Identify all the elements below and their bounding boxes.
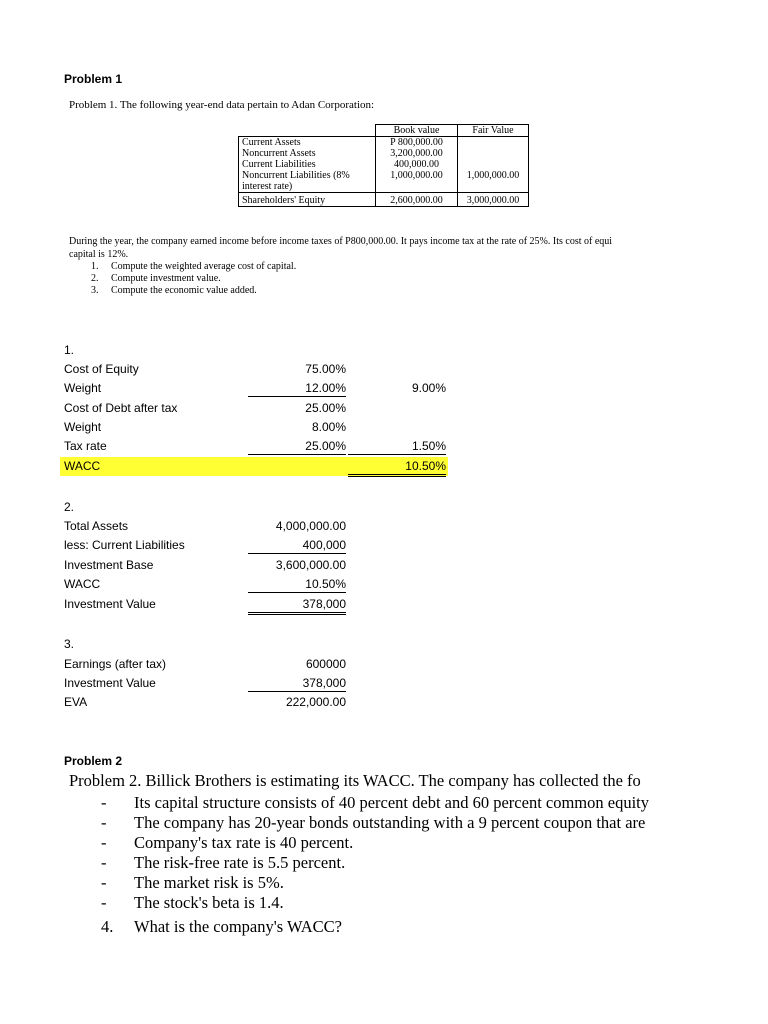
- ws1-value: 25.00%: [248, 439, 346, 455]
- bullet-text: The stock's beta is 1.4.: [134, 893, 284, 912]
- section1-number: 1.: [64, 343, 75, 357]
- bullet-text: Its capital structure consists of 40 percent debt and 60 percent common equity: [134, 793, 650, 812]
- ws2-label: Investment Value: [64, 597, 156, 611]
- row-label: Current Assets: [239, 137, 376, 149]
- ws2-label: WACC: [64, 577, 101, 591]
- header-book-value: Book value: [376, 125, 458, 137]
- list-text: Compute the weighted average cost of capital.: [111, 261, 297, 272]
- ws2-label: Investment Base: [64, 558, 154, 572]
- bullet-text: The market risk is 5%.: [134, 873, 284, 892]
- ws2-value: 3,600,000.00: [275, 558, 346, 572]
- row-fair: 1,000,000.00: [458, 170, 529, 193]
- problem1-paragraph-line1: During the year, the company earned income before income taxes of P800,000.00. It pays income tax at the rate of 25%. Its cost of equi: [69, 236, 613, 247]
- problem1-paragraph-line2: capital is 12%.: [69, 249, 129, 260]
- dash-bullet: -: [101, 813, 107, 832]
- ws3-value: 222,000.00: [285, 695, 346, 709]
- row-label-line2: interest rate): [242, 181, 293, 192]
- ws2-label: Total Assets: [64, 519, 129, 533]
- row-fair: [458, 148, 529, 159]
- question-number: 4.: [101, 917, 114, 936]
- problem1-intro: Problem 1. The following year-end data pertain to Adan Corporation:: [69, 99, 375, 111]
- row-label: Current Liabilities: [239, 159, 376, 170]
- dash-bullet: -: [101, 853, 107, 872]
- problem1-heading: Problem 1: [64, 72, 123, 86]
- list-number: 2.: [91, 273, 99, 284]
- list-item: [91, 285, 296, 297]
- bullet-text: The company has 20-year bonds outstanding with a 9 percent coupon that are: [134, 813, 646, 832]
- ws2-value: 10.50%: [248, 577, 346, 593]
- ws1-value: 12.00%: [248, 381, 346, 397]
- row-book: 3,200,000.00: [376, 148, 458, 159]
- list-item: [91, 261, 296, 273]
- row-book: 400,000.00: [376, 159, 458, 170]
- ws1-label: Weight: [64, 381, 102, 395]
- ws2-label: less: Current Liabilities: [64, 538, 185, 552]
- dash-bullet: -: [101, 873, 107, 892]
- row-label-line1: Noncurrent Liabilities (8%: [242, 170, 350, 181]
- problem2-heading: Problem 2: [64, 754, 123, 768]
- list-number: 1.: [91, 261, 99, 272]
- question-text: What is the company's WACC?: [134, 917, 342, 936]
- list-text: Compute the economic value added.: [111, 285, 257, 296]
- ws3-label: EVA: [64, 695, 88, 709]
- bullet-text: Company's tax rate is 40 percent.: [134, 833, 354, 852]
- list-item: [101, 893, 768, 913]
- list-item: [101, 833, 768, 853]
- list-item: [101, 813, 768, 833]
- row-label: [239, 170, 376, 193]
- ws2-value: 378,000: [248, 597, 346, 615]
- row-fair: [458, 159, 529, 170]
- list-item: [91, 273, 296, 285]
- ws3-value: 600000: [305, 657, 346, 671]
- ws1-result: 9.00%: [411, 381, 446, 395]
- dash-bullet: -: [101, 833, 107, 852]
- list-item: [101, 793, 768, 813]
- row-book: 1,000,000.00: [376, 170, 458, 193]
- ws1-label: Cost of Debt after tax: [64, 401, 178, 415]
- ws1-label-wacc: WACC: [64, 459, 101, 473]
- row-book: 2,600,000.00: [376, 193, 458, 207]
- ws2-value: 400,000: [248, 538, 346, 554]
- row-book: P 800,000.00: [376, 137, 458, 149]
- row-fair: 3,000,000.00: [458, 193, 529, 207]
- section2-number: 2.: [64, 500, 75, 514]
- ws2-value: 4,000,000.00: [275, 519, 346, 533]
- section3-number: 3.: [64, 637, 75, 651]
- book-fair-value-table: [238, 124, 529, 207]
- ws3-label: Investment Value: [64, 676, 156, 690]
- list-number: 3.: [91, 285, 99, 296]
- header-fair-value: Fair Value: [458, 125, 529, 137]
- ws3-label: Earnings (after tax): [64, 657, 167, 671]
- ws1-label: Cost of Equity: [64, 362, 139, 376]
- ws3-value: 378,000: [248, 676, 346, 692]
- dash-bullet: -: [101, 793, 107, 812]
- ws1-result-wacc: 10.50%: [348, 459, 446, 477]
- problem1-questions: [91, 261, 296, 297]
- ws1-result: 1.50%: [348, 439, 446, 455]
- problem2-question: [101, 917, 342, 937]
- list-text: Compute investment value.: [111, 273, 221, 284]
- list-item: [101, 853, 768, 873]
- ws1-label: Tax rate: [64, 439, 107, 453]
- list-item: [101, 873, 768, 893]
- problem2-intro: Problem 2. Billick Brothers is estimating its WACC. The company has collected the fo: [69, 771, 641, 790]
- ws1-value: 25.00%: [305, 401, 346, 415]
- problem2-bullets: [101, 793, 768, 913]
- ws1-value: 8.00%: [311, 420, 346, 434]
- row-label: Noncurrent Assets: [239, 148, 376, 159]
- ws1-value: 75.00%: [305, 362, 346, 376]
- row-label: Shareholders' Equity: [239, 193, 376, 207]
- row-fair: [458, 137, 529, 149]
- ws1-label: Weight: [64, 420, 102, 434]
- dash-bullet: -: [101, 893, 107, 912]
- bullet-text: The risk-free rate is 5.5 percent.: [134, 853, 346, 872]
